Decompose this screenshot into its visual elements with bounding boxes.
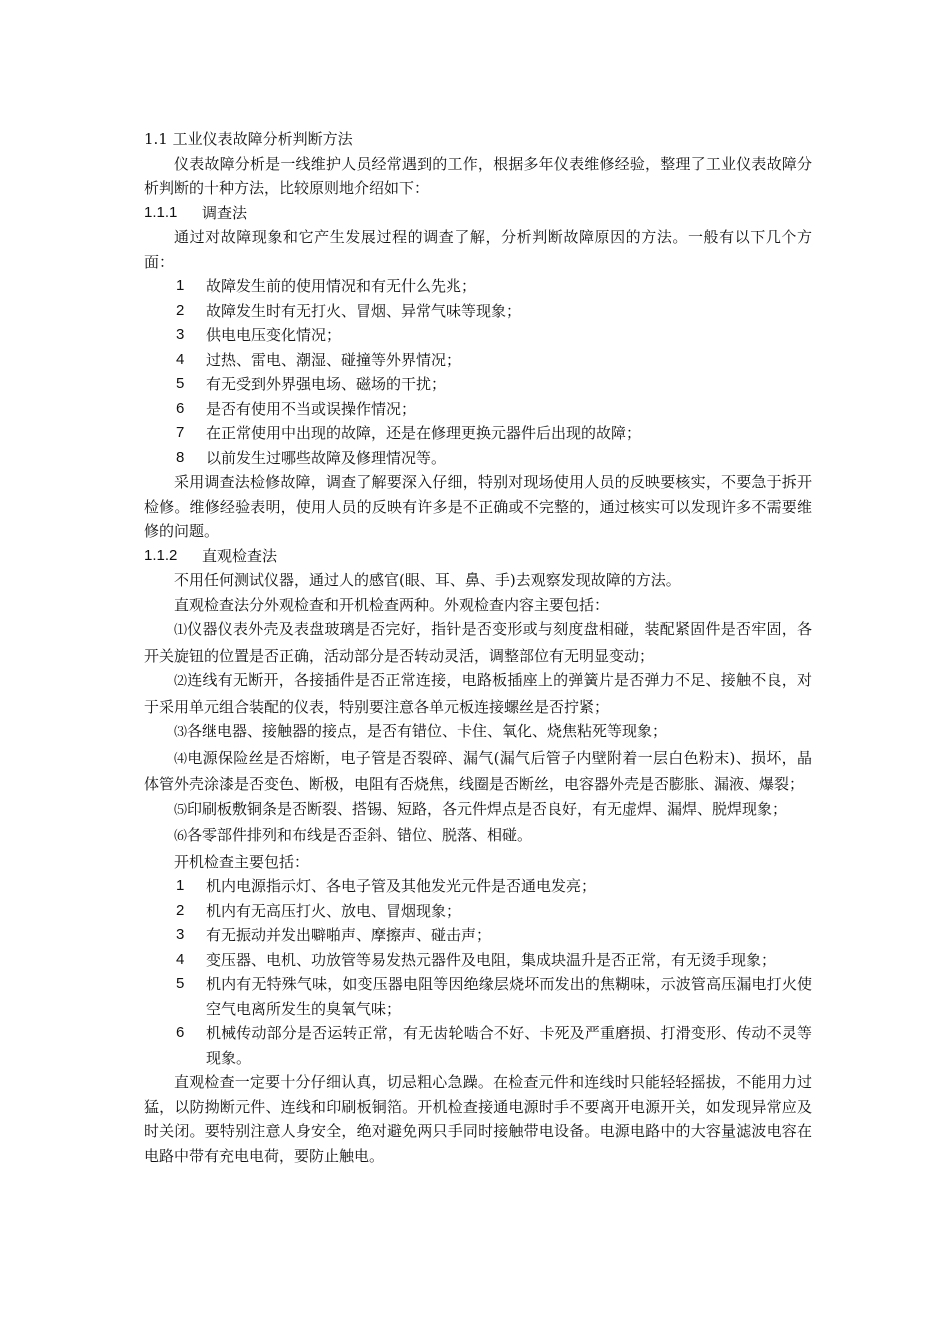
item-number: 2 (176, 901, 185, 919)
item-number: 7 (176, 424, 185, 441)
section-intro: 仪表故障分析是一线维护人员经常遇到的工作，根据多年仪表维修经验，整理了工业仪表故障分析判断的十种方法，比较原则地介绍如下： (144, 154, 812, 197)
item-text: 各零部件排列和布线是否歪斜、错位、脱落、相碰。 (187, 826, 533, 844)
subsection-heading-2 (144, 544, 812, 569)
item-marker: ⑶ (174, 725, 188, 740)
check-item (144, 746, 812, 797)
item-text: 过热、雷电、潮湿、碰撞等外界情况； (206, 350, 462, 369)
list-item (144, 323, 812, 348)
check-item (144, 797, 812, 824)
item-text: 仪器仪表外壳及表盘玻璃是否完好，指针是否变形或与刻度盘相碰，装配紧固件是否牢固，各开关旋钮的位置是否正确，活动部分是否转动灵活，调整部位有无明显变动； (144, 620, 812, 665)
list-item (144, 899, 812, 924)
item-text: 机内有无特殊气味，如变压器电阻等因绝缘层烧坏而发出的焦糊味，示波管高压漏电打火使空气电离所发生的臭氧气味； (206, 975, 812, 1018)
paragraph: 直观检查法分外观检查和开机检查两种。外观检查内容主要包括： (174, 595, 610, 614)
numbered-list-power-on-check (144, 874, 812, 1070)
check-item (144, 719, 812, 746)
item-text: 以前发生过哪些故障及修理情况等。 (206, 448, 447, 467)
list-item (144, 1021, 812, 1070)
subsection-number: 1.1.2 (144, 546, 178, 564)
list-item (144, 299, 812, 324)
item-text: 连线有无断开，各接插件是否正常连接，电路板插座上的弹簧片是否弹力不足、接触不良，对于采用单元组合装配的仪表，特别要注意各单元板连接螺丝是否拧紧； (144, 671, 812, 716)
list-item (144, 421, 812, 446)
list-item (144, 446, 812, 471)
item-text: 故障发生时有无打火、冒烟、异常气味等现象； (206, 301, 522, 320)
item-number: 5 (176, 375, 185, 392)
item-text: 电源保险丝是否熔断，电子管是否裂碎、漏气(漏气后管子内壁附着一层白色粉末)、损坏，晶体管外壳涂漆是否变色、断极，电阻有否烧焦，线圈是否断丝，电容器外壳是否膨胀、漏液、爆裂； (144, 748, 812, 793)
item-text: 机内电源指示灯、各电子管及其他发光元件是否通电发亮； (206, 877, 597, 895)
item-text: 故障发生前的使用情况和有无什么先兆； (206, 277, 477, 295)
numbered-list-investigation (144, 274, 812, 470)
list-item (144, 948, 812, 973)
item-number: 4 (176, 950, 185, 968)
subsection-title: 调查法 (202, 203, 248, 222)
item-text: 机内有无高压打火、放电、冒烟现象； (206, 901, 462, 920)
item-marker: ⑹ (174, 829, 188, 844)
item-number: 2 (176, 301, 185, 319)
item-text: 在正常使用中出现的故障，还是在修理更换元器件后出现的故障； (206, 424, 642, 442)
item-number: 6 (176, 399, 185, 417)
paragraph: 不用任何测试仪器，通过人的感官(眼、耳、鼻、手)去观察发现故障的方法。 (174, 571, 681, 589)
paragraph: 通过对故障现象和它产生发展过程的调查了解，分析判断故障原因的方法。一般有以下几个方面： (144, 228, 812, 271)
item-marker: ⑷ (174, 751, 188, 767)
list-item (144, 923, 812, 948)
item-number: 1 (176, 277, 185, 294)
item-number: 4 (176, 350, 185, 368)
item-marker: ⑸ (174, 802, 188, 818)
list-item (144, 397, 812, 422)
item-text: 印刷板敷铜条是否断裂、搭锡、短路，各元件焊点是否良好，有无虚焊、漏焊、脱焊现象； (187, 799, 788, 818)
item-marker: ⑴ (174, 623, 188, 638)
check-item (144, 617, 812, 668)
item-text: 有无受到外界强电场、磁场的干扰； (206, 375, 447, 393)
item-marker: ⑵ (174, 674, 188, 689)
check-item (144, 668, 812, 719)
item-text: 变压器、电机、功放管等易发热元器件及电阻，集成块温升是否正常，有无烫手现象； (206, 950, 777, 969)
item-number: 8 (176, 448, 185, 466)
subsection-number: 1.1.1 (144, 203, 178, 221)
item-number: 3 (176, 326, 185, 343)
item-number: 3 (176, 926, 185, 943)
list-item (144, 874, 812, 899)
paragraph: 直观检查一定要十分仔细认真，切忌粗心急躁。在检查元件和连线时只能轻轻摇拔，不能用力过猛，以防拗断元件、连线和印刷板铜箔。开机检查接通电源时手不要离开电源开关，如发现异常应及时关闭。要特别注意人身安全，绝对避免两只手同时接触带电设备。电源电路中的大容量滤波电容在电路中带有充电电荷，要防止触电。 (144, 1073, 812, 1165)
item-number: 6 (176, 1024, 185, 1041)
paragraph: 开机检查主要包括： (174, 852, 310, 871)
section-heading: 1.1 工业仪表故障分析判断方法 (144, 130, 353, 148)
exterior-check-list (144, 617, 812, 850)
list-item (144, 348, 812, 373)
check-item (144, 823, 812, 850)
subsection-title: 直观检查法 (202, 546, 278, 565)
list-item (144, 372, 812, 397)
item-text: 有无振动并发出噼啪声、摩擦声、碰击声； (206, 926, 492, 944)
list-item (144, 274, 812, 299)
item-text: 是否有使用不当或误操作情况； (206, 399, 417, 418)
item-text: 供电电压变化情况； (206, 326, 342, 344)
item-number: 1 (176, 877, 185, 894)
subsection-heading-1 (144, 201, 812, 226)
item-number: 5 (176, 975, 185, 992)
document-body (144, 127, 812, 1168)
paragraph: 采用调查法检修故障，调查了解要深入仔细，特别对现场使用人员的反映要核实，不要急于拆开检修。维修经验表明，使用人员的反映有许多是不正确或不完整的，通过核实可以发现许多不需要维修的问题。 (144, 473, 812, 540)
list-item (144, 972, 812, 1021)
item-text: 机械传动部分是否运转正常，有无齿轮啮合不好、卡死及严重磨损、打滑变形、传动不灵等现象。 (206, 1024, 812, 1067)
item-text: 各继电器、接触器的接点，是否有错位、卡住、氧化、烧焦粘死等现象； (187, 722, 668, 740)
